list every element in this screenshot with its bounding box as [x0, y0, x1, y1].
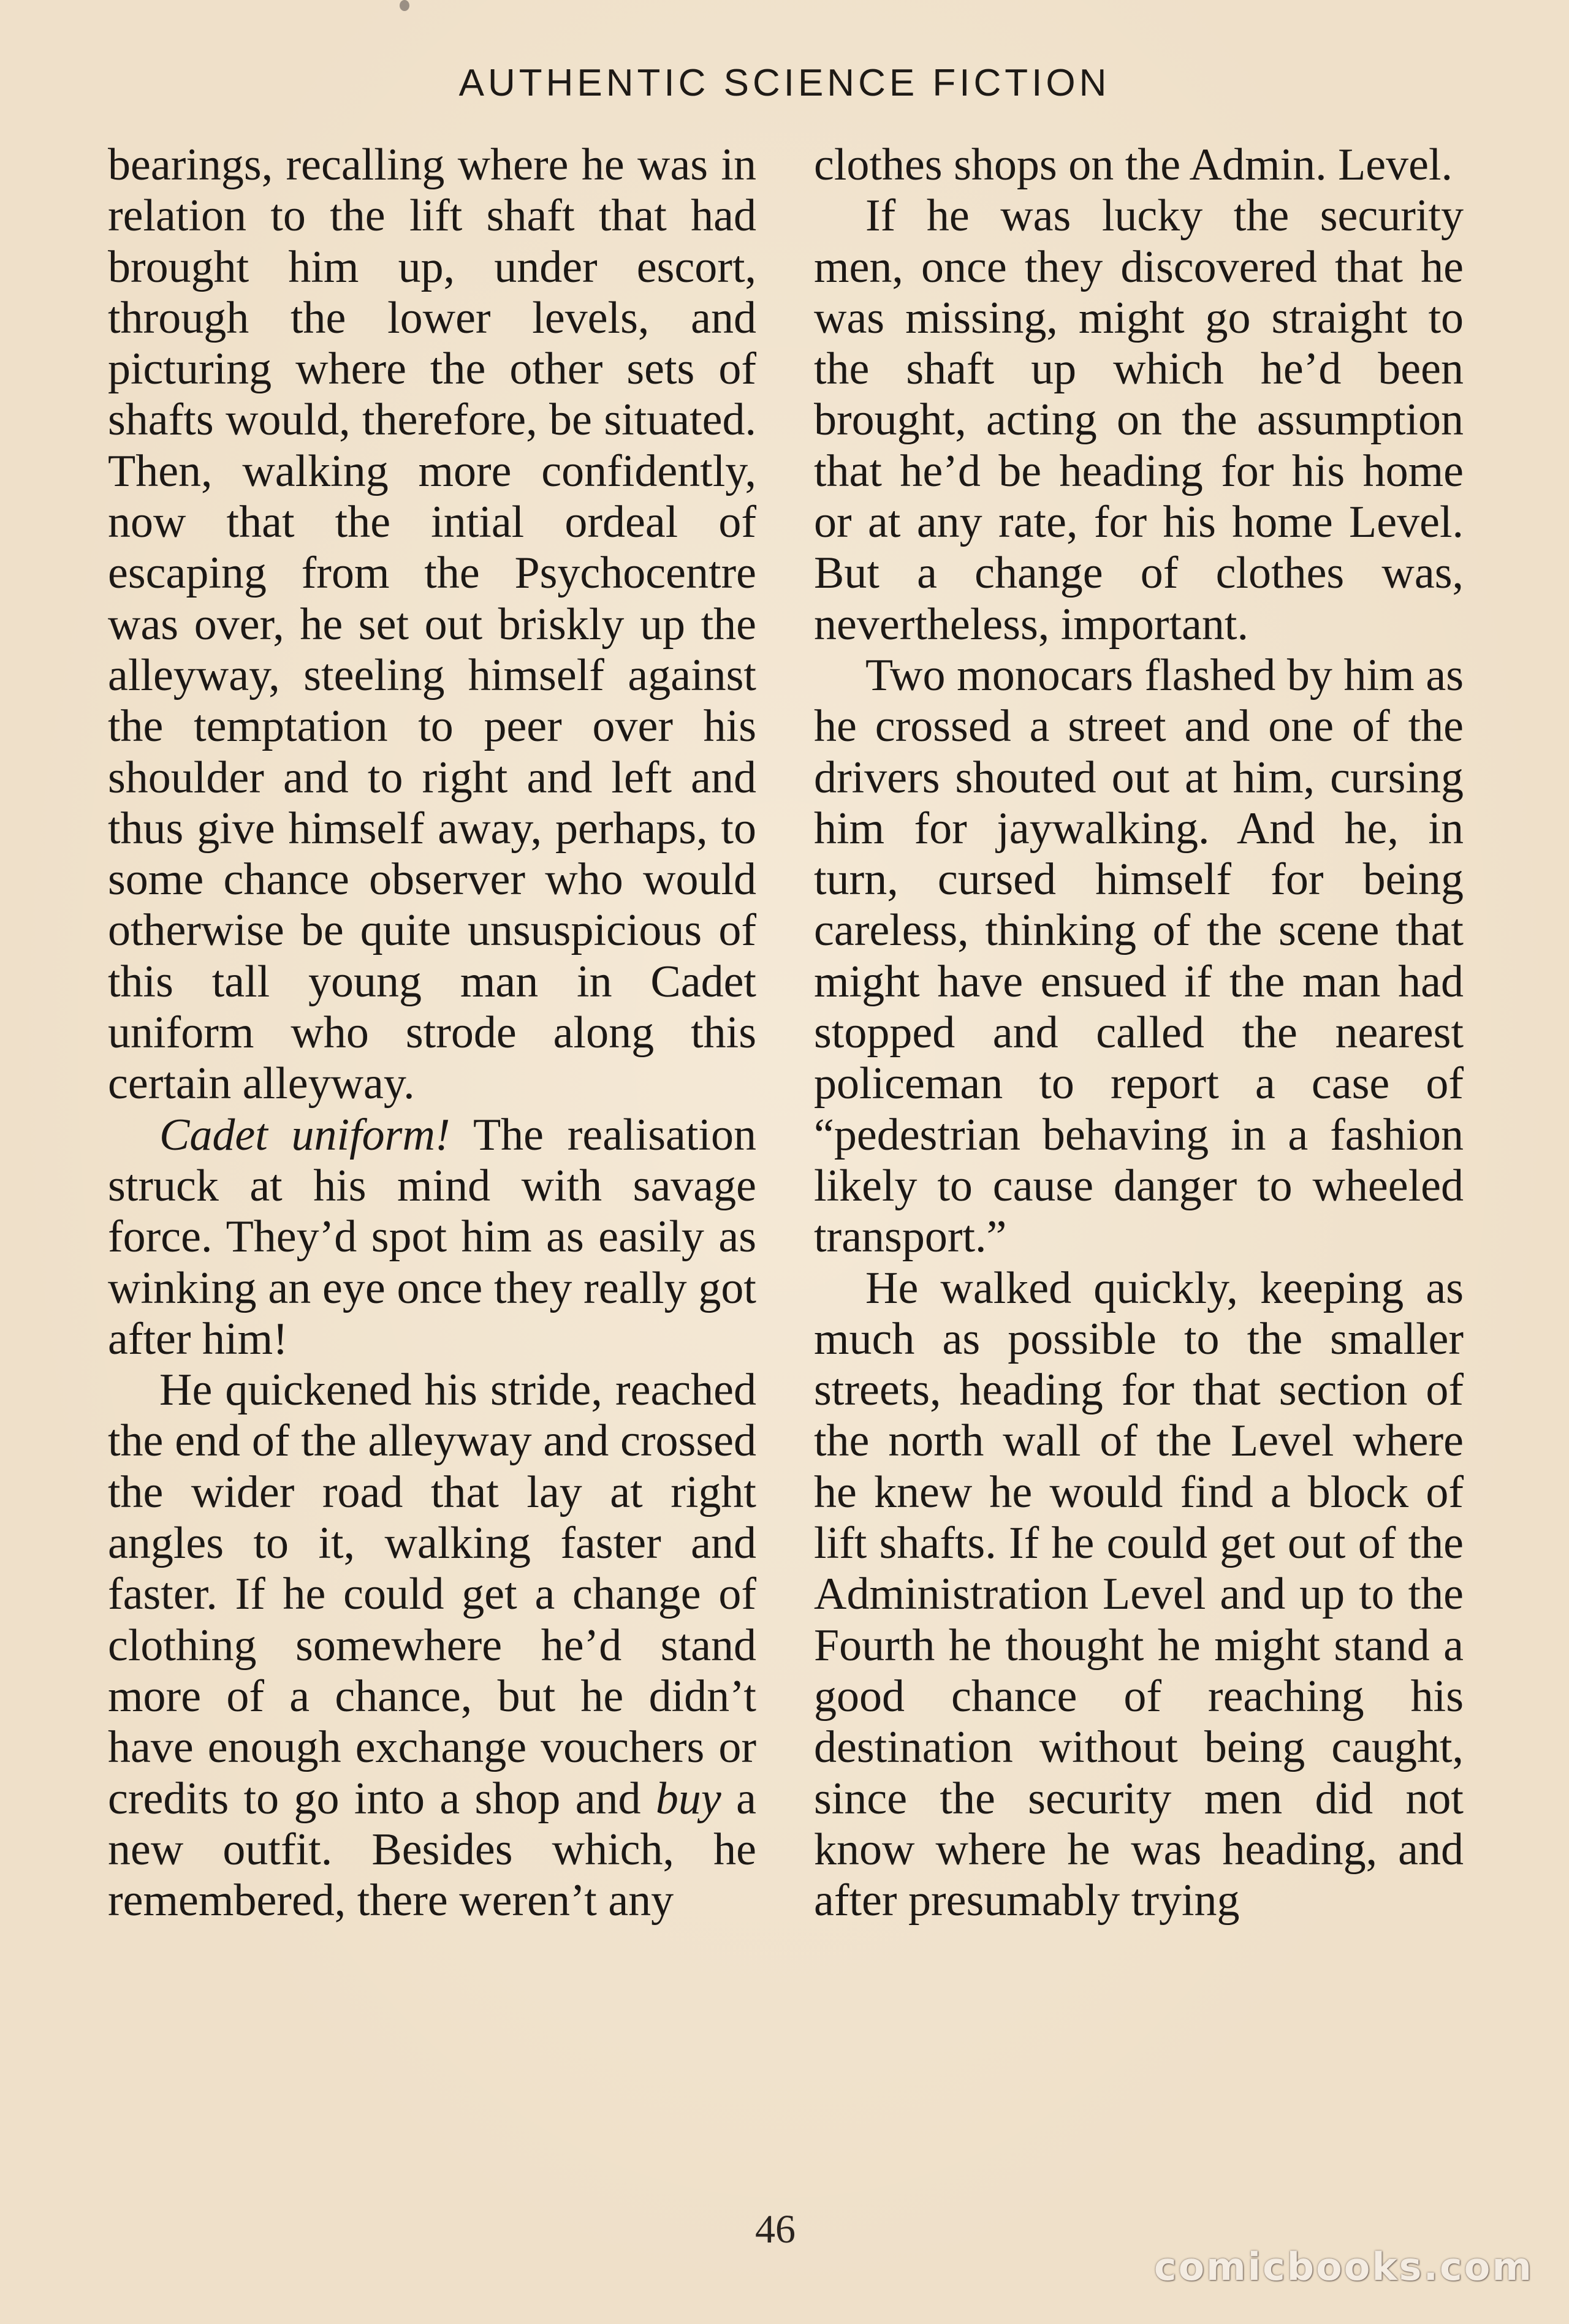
- right-column: [814, 140, 1464, 1926]
- left-paragraph-1: bearings, recalling where he was in relation to the lift shaft that had brought him up, under escort, through the lower levels, and picturing where the other sets of shafts would, therefore, be situated. Then, walking more confidently, now that the intial ordeal of escaping from the Psychocentre was over, he set out briskly up the alleyway, steeling himself against the temptation to peer over his shoulder and to right and left and thus give himself away, perhaps, to some chance observer who would otherwise be quite unsuspicious of this tall young man in Cadet uniform who strode along this certain alleyway.: [108, 140, 756, 1109]
- ink-speck: [400, 0, 409, 11]
- right-paragraph-3: Two monocars flashed by him as he crossed a street and one of the drivers shouted out at him, cursing him for jaywalking. And he, in turn, cursed himself for being careless, thinking of the scene that might have ensued if the man had stopped and called the nearest policeman to report a case of “pedestrian behaving in a fashion likely to cause danger to wheeled transport.”: [814, 650, 1464, 1263]
- left-paragraph-2-text: The realisation struck at his mind with savage force. They’d spot him as easily as winking an eye once they really got after him!: [108, 1109, 756, 1364]
- right-paragraph-4: He walked quickly, keeping as much as possible to the smaller streets, heading for that section of the north wall of the Level where he knew he would find a block of lift shafts. If he could get out of the Administration Level and up to the Fourth he thought he might stand a good chance of reaching his destination without being caught, since the security men did not know where he was heading, and after presumably trying: [814, 1263, 1464, 1926]
- left-paragraph-3: [108, 1365, 756, 1926]
- watermark: comicbooks.com: [1153, 2244, 1533, 2289]
- italic-phrase-cadet-uniform: Cadet uniform!: [159, 1109, 450, 1160]
- left-paragraph-2: [108, 1110, 756, 1365]
- left-paragraph-3-text-a: He quickened his stride, reached the end of the alleyway and crossed the wider road that lay at right angles to it, walking faster and faster. If he could get a change of clothing somewhere he’d stand more of a chance, but he didn’t have enough exchange vouchers or credits to go into a shop and: [108, 1365, 756, 1824]
- left-column: [108, 140, 756, 1926]
- right-paragraph-1: clothes shops on the Admin. Level.: [814, 140, 1453, 190]
- italic-word-buy: buy: [655, 1773, 721, 1824]
- page-number: 46: [755, 2207, 796, 2252]
- left-paragraph-3-text-b: a new outfit. Besides which, he remembered, there weren’t any: [108, 1773, 756, 1926]
- running-title: AUTHENTIC SCIENCE FICTION: [458, 62, 1111, 104]
- right-paragraph-2: If he was lucky the security men, once they discovered that he was missing, might go straight to the shaft up which he’d been brought, acting on the assumption that he’d be heading for his home or at any rate, for his home Level. But a change of clothes was, nevertheless, important.: [814, 191, 1464, 650]
